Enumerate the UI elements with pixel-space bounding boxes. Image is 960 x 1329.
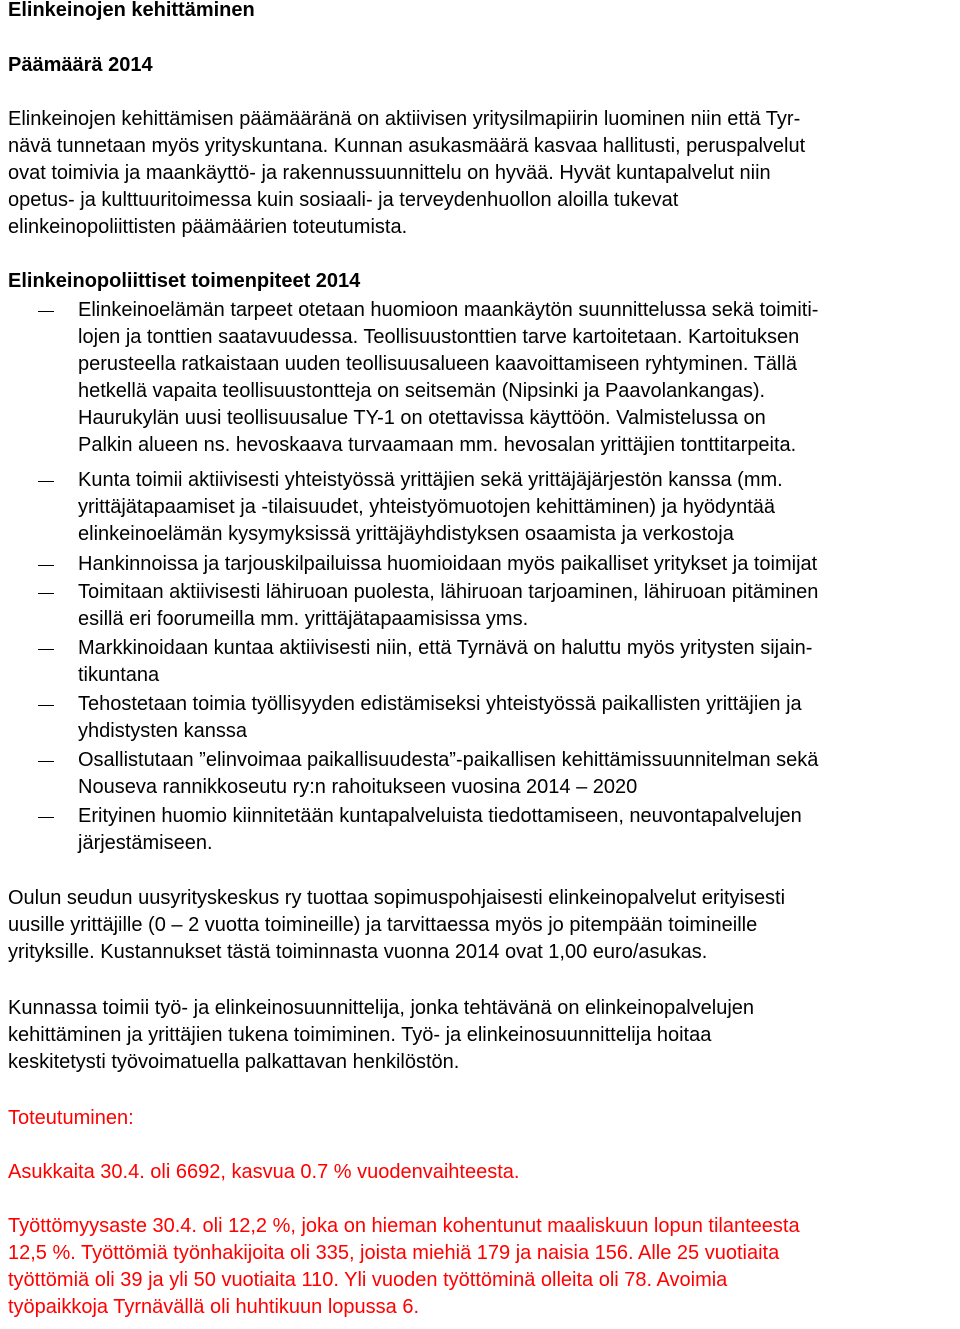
document-title: Elinkeinojen kehittäminen xyxy=(8,0,255,21)
oulu-paragraph-line: yrityksille. Kustannukset tästä toiminnasta vuonna 2014 ovat 1,00 euro/asukas. xyxy=(8,941,708,963)
planner-paragraph-line: Kunnassa toimii työ- ja elinkeinosuunnittelija, jonka tehtävänä on elinkeinopalvelujen xyxy=(8,997,755,1019)
bullet-line: Palkin alueen ns. hevoskaava turvaamaan mm. hevosalan yrittäjien tonttitarpeita. xyxy=(78,434,797,456)
unemployment-line: työpaikkoja Tyrnävällä oli huhtikuun lopussa 6. xyxy=(8,1296,419,1318)
measures-heading: Elinkeinopoliittiset toimenpiteet 2014 xyxy=(8,270,361,292)
residents-line: Asukkaita 30.4. oli 6692, kasvua 0.7 % vuodenvaihteesta. xyxy=(8,1161,520,1183)
goal-paragraph-line: elinkeinopoliittisten päämäärien toteutumista. xyxy=(8,216,408,238)
dash-bullet-icon xyxy=(38,761,54,762)
bullet-line: Osallistutaan ”elinvoimaa paikallisuudesta”-paikallisen kehittämissuunnitelman sekä xyxy=(78,749,819,771)
bullet-line: Elinkeinoelämän tarpeet otetaan huomioon maankäytön suunnittelussa sekä toimiti- xyxy=(78,299,819,321)
bullet-line: lojen ja tonttien saatavuudessa. Teollisuustonttien tarve kartoitetaan. Kartoituksen xyxy=(78,326,800,348)
unemployment-line: Työttömyysaste 30.4. oli 12,2 %, joka on hieman kohentunut maaliskuun lopun tilanteesta xyxy=(8,1215,800,1237)
bullet-line: Erityinen huomio kiinnitetään kuntapalveluista tiedottamiseen, neuvontapalvelujen xyxy=(78,805,802,827)
bullet-line: Toimitaan aktiivisesti lähiruoan puolesta, lähiruoan tarjoaminen, lähiruoan pitäminen xyxy=(78,581,819,603)
dash-bullet-icon xyxy=(38,311,54,312)
bullet-line: yhdistysten kanssa xyxy=(78,720,247,742)
dash-bullet-icon xyxy=(38,817,54,818)
bullet-line: tikuntana xyxy=(78,664,160,686)
dash-bullet-icon xyxy=(38,565,54,566)
goal-paragraph-line: opetus- ja kulttuuritoimessa kuin sosiaali- ja terveydenhuollon aloilla tukevat xyxy=(8,189,679,211)
dash-bullet-icon xyxy=(38,593,54,594)
bullet-line: perusteella ratkaistaan uuden teollisuusalueen kaavoittamiseen ryhtyminen. Tällä xyxy=(78,353,797,375)
oulu-paragraph-line: uusille yrittäjille (0 – 2 vuotta toimineille) ja tarvittaessa myös jo pitempään toimineille xyxy=(8,914,758,936)
oulu-paragraph-line: Oulun seudun uusyrityskeskus ry tuottaa sopimuspohjaisesti elinkeinopalvelut erityisesti xyxy=(8,887,786,909)
bullet-line: Hankinnoissa ja tarjouskilpailuissa huomioidaan myös paikalliset yritykset ja toimijat xyxy=(78,553,818,575)
unemployment-line: 12,5 %. Työttömiä työnhakijoita oli 335, joista miehiä 179 ja naisia 156. Alle 25 vuotiaita xyxy=(8,1242,780,1264)
bullet-line: Kunta toimii aktiivisesti yhteistyössä yrittäjien sekä yrittäjäjärjestön kanssa (mm. xyxy=(78,469,783,491)
planner-paragraph-line: keskitetysti työvoimatuella palkattavan henkilöstön. xyxy=(8,1051,460,1073)
goal-paragraph-line: ovat toimivia ja maankäyttö- ja rakennussuunnittelu on hyvää. Hyvät kuntapalvelut niin xyxy=(8,162,771,184)
bullet-line: hetkellä vapaita teollisuustontteja on seitsemän (Nipsinki ja Paavolankangas). xyxy=(78,380,766,402)
planner-paragraph-line: kehittäminen ja yrittäjien tukena toimiminen. Työ- ja elinkeinosuunnittelija hoitaa xyxy=(8,1024,712,1046)
bullet-line: elinkeinoelämän kysymyksissä yrittäjäyhdistyksen osaamista ja verkostoja xyxy=(78,523,734,545)
dash-bullet-icon xyxy=(38,649,54,650)
unemployment-line: työttömiä oli 39 ja yli 50 vuotiaita 110. Yli vuoden työttöminä olleita oli 78. Avoimia xyxy=(8,1269,728,1291)
dash-bullet-icon xyxy=(38,481,54,482)
dash-bullet-icon xyxy=(38,705,54,706)
bullet-line: Nouseva rannikkoseutu ry:n rahoitukseen vuosina 2014 – 2020 xyxy=(78,776,638,798)
goal-heading: Päämäärä 2014 xyxy=(8,54,153,76)
bullet-line: Markkinoidaan kuntaa aktiivisesti niin, että Tyrnävä on haluttu myös yritysten sijain- xyxy=(78,637,813,659)
bullet-line: Tehostetaan toimia työllisyyden edistämiseksi yhteistyössä paikallisten yrittäjien ja xyxy=(78,693,802,715)
goal-paragraph-line: Elinkeinojen kehittämisen päämääränä on aktiivisen yritysilmapiirin luominen niin että Tyr- xyxy=(8,108,801,130)
bullet-line: Haurukylän uusi teollisuusalue TY-1 on otettavissa käyttöön. Valmistelussa on xyxy=(78,407,766,429)
bullet-line: järjestämiseen. xyxy=(78,832,213,854)
realization-heading: Toteutuminen: xyxy=(8,1107,134,1129)
bullet-line: esillä eri foorumeilla mm. yrittäjätapaamisissa yms. xyxy=(78,608,529,630)
bullet-line: yrittäjätapaamiset ja -tilaisuudet, yhteistyömuotojen kehittäminen) ja hyödyntää xyxy=(78,496,776,518)
goal-paragraph-line: nävä tunnetaan myös yrityskuntana. Kunnan asukasmäärä kasvaa hallitusti, peruspalvelut xyxy=(8,135,806,157)
